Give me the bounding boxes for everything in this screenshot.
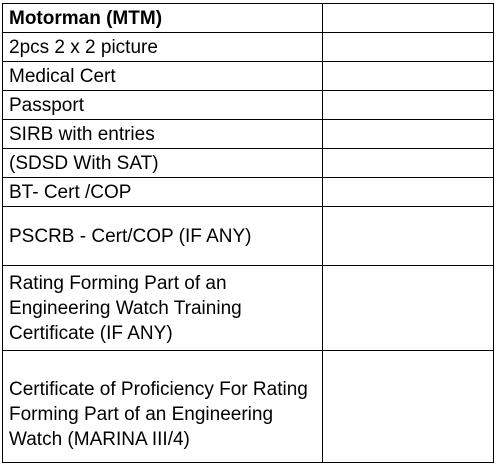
check-cell xyxy=(323,120,494,149)
table-row xyxy=(3,178,494,207)
requirement-item: Medical Cert xyxy=(3,62,323,91)
table-row xyxy=(3,207,494,266)
requirement-item: Rating Forming Part of an Engineering Watch Training Certificate (IF ANY) xyxy=(3,266,323,351)
requirement-item: SIRB with entries xyxy=(3,120,323,149)
table-title: Motorman (MTM) xyxy=(3,4,323,33)
requirement-item: 2pcs 2 x 2 picture xyxy=(3,33,323,62)
check-cell xyxy=(323,207,494,266)
check-cell xyxy=(323,33,494,62)
check-cell xyxy=(323,4,494,33)
check-cell xyxy=(323,149,494,178)
check-cell xyxy=(323,91,494,120)
check-cell xyxy=(323,178,494,207)
table-row xyxy=(3,266,494,351)
table-row xyxy=(3,351,494,463)
requirement-item: Passport xyxy=(3,91,323,120)
table-row xyxy=(3,120,494,149)
requirement-item: PSCRB - Cert/COP (IF ANY) xyxy=(3,207,323,266)
check-cell xyxy=(323,266,494,351)
requirement-item: (SDSD With SAT) xyxy=(3,149,323,178)
requirement-item: BT- Cert /COP xyxy=(3,178,323,207)
check-cell xyxy=(323,351,494,463)
table-row xyxy=(3,62,494,91)
table-row xyxy=(3,149,494,178)
requirements-table xyxy=(2,3,494,463)
requirement-item: Certificate of Proficiency For Rating Forming Part of an Engineering Watch (MARINA III/4) xyxy=(3,351,323,463)
table-header-row xyxy=(3,4,494,33)
table-row xyxy=(3,33,494,62)
table-row xyxy=(3,91,494,120)
check-cell xyxy=(323,62,494,91)
